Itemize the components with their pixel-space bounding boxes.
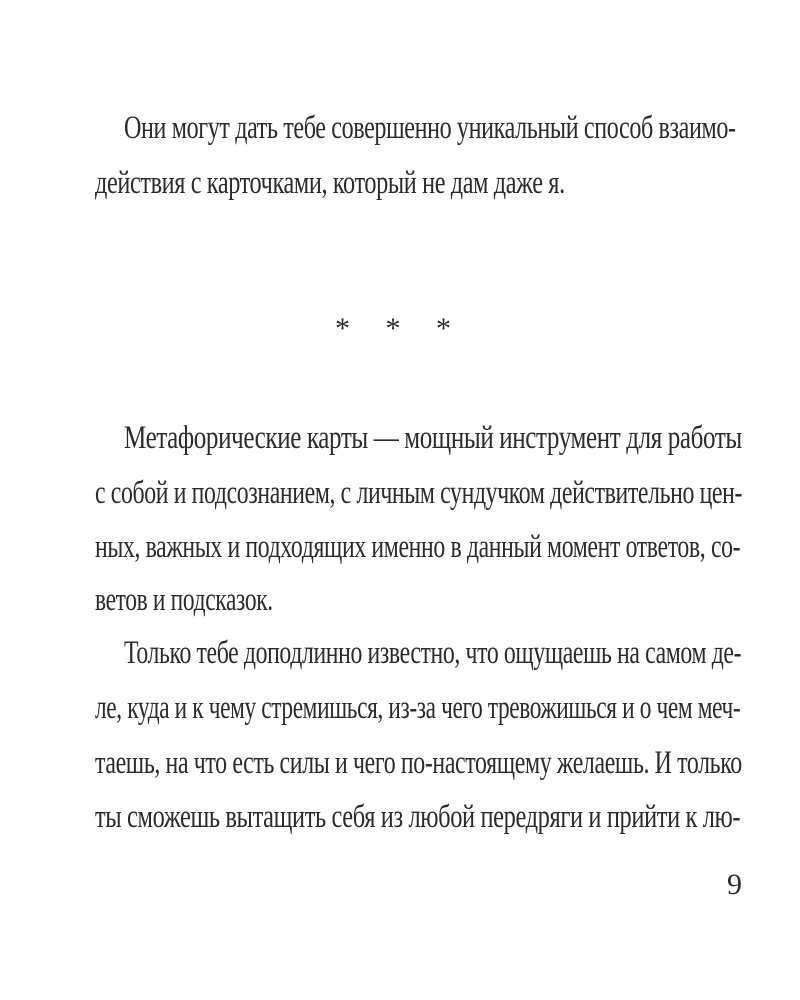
text-line: ле, куда и к чему стремишься, из-за чего тревожишься и о чем меч-	[95, 690, 741, 726]
text-line: с собой и подсознанием, с личным сундучком действительно цен-	[95, 475, 743, 511]
section-separator: * * *	[335, 312, 465, 345]
text-line: действия с карточками, который не дам даже я.	[95, 165, 565, 201]
text-line: Метафорические карты — мощный инструмент для работы	[124, 420, 742, 456]
text-line: таешь, на что есть силы и чего по-настоящему желаешь. И только	[95, 745, 742, 781]
text-line: ветов и подсказок.	[95, 582, 273, 618]
text-line: Они могут дать тебе совершенно уникальный способ взаимо-	[124, 110, 736, 146]
text-line: ты сможешь вытащить себя из любой передряги и прийти к лю-	[95, 799, 741, 835]
page-number: 9	[727, 868, 742, 901]
text-line: Только тебе доподлинно известно, что ощущаешь на самом де-	[124, 635, 742, 671]
text-line: ных, важных и подходящих именно в данный момент ответов, со-	[95, 529, 741, 565]
